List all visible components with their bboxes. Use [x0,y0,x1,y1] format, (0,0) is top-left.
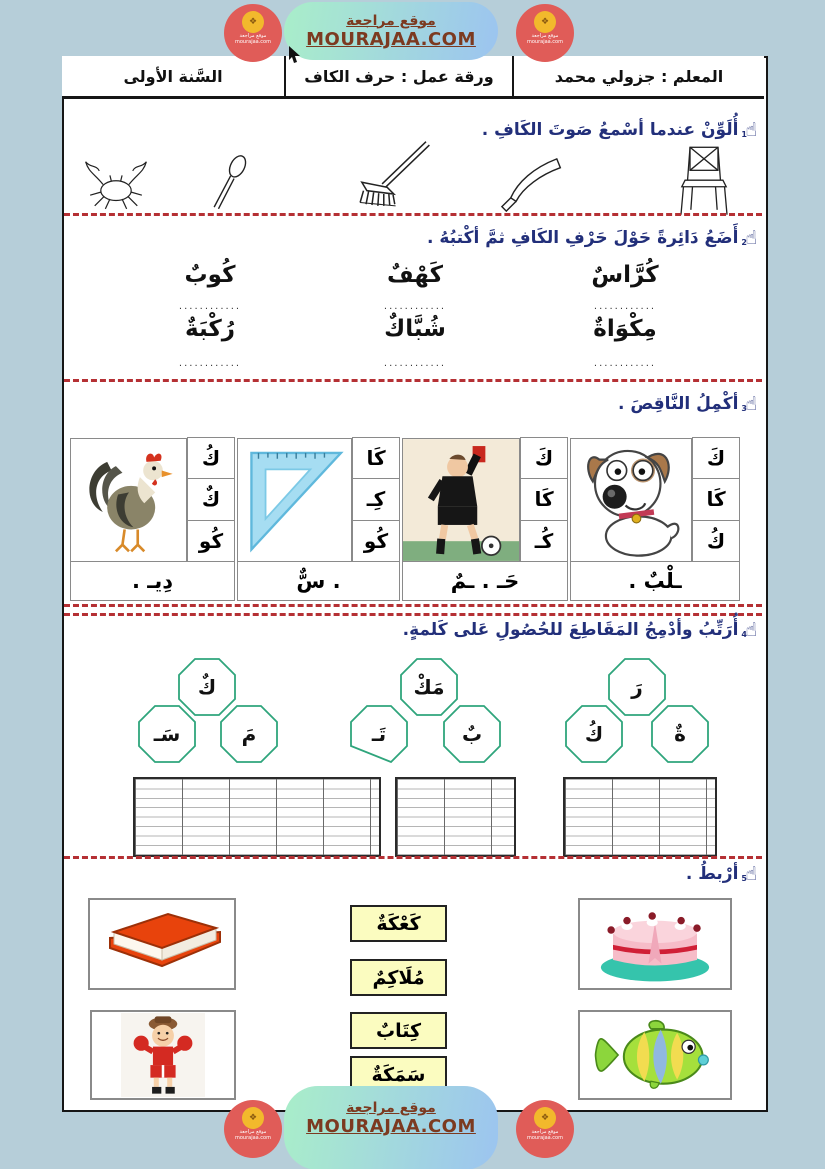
word-card-boxer[interactable]: مُلَاكِمٌ [350,959,447,996]
badge-caption: موقع مراجعة [531,1129,559,1135]
site-url-link[interactable]: MOURAJAA.COM [306,1116,476,1137]
syllable-tile[interactable]: سَـ [138,705,196,763]
writing-grid[interactable] [563,777,717,857]
section5-instruction-row [686,864,757,884]
syllable-choice[interactable]: كَ [520,437,568,479]
syllable-tile[interactable]: كٌ [178,658,236,716]
badge-url: mourajaa.com [526,1135,563,1141]
complete-box-rooster [70,438,235,600]
referee-picture [402,438,520,562]
cake-picture[interactable] [578,898,732,990]
pointing-hand-icon: ☝ 2 [741,226,757,249]
syllable-tile[interactable]: تَـ [350,705,408,763]
syllable-choice[interactable]: كُ [692,520,740,562]
word-card-cake[interactable]: كَعْكَةٌ [350,905,447,942]
dashed-separator [64,856,762,859]
site-url-link[interactable]: MOURAJAA.COM [306,28,476,50]
section1-instruction-row [482,120,757,140]
header-table [62,56,764,99]
fish-picture[interactable] [578,1010,732,1100]
book-icon: ❖ [242,1107,264,1129]
crab-picture[interactable] [78,152,154,218]
section4-instruction: أُرَتِّبُ وأدْمِجُ المَقَاطِعَ للحُصُولِ عَلى كَلمةٍ. [402,620,739,640]
word-shubbak[interactable]: شُبَّاكٌ [384,316,446,342]
chair-picture[interactable] [674,144,734,222]
write-line[interactable]: ............ [383,301,447,312]
pointing-hand-icon: ☝ 4 [741,618,757,641]
syllable-choice[interactable]: كَ [692,437,740,479]
site-logo-badge [516,4,574,62]
syllable-choice[interactable]: كُ [187,437,235,479]
badge-url: mourajaa.com [234,39,271,45]
syllable-tile[interactable]: كُ [565,705,623,763]
write-line[interactable]: ............ [178,301,242,312]
partial-word[interactable]: . سٌّ [237,561,400,601]
worksheet-title: ورقة عمل : حرف الكاف [284,56,512,96]
knife-picture[interactable] [496,150,568,216]
teacher-name: المعلم : جزولي محمد [512,56,764,96]
rooster-picture [70,438,187,562]
dog-picture [570,438,692,562]
book-icon: ❖ [534,11,556,33]
site-logo-badge [224,1100,282,1158]
writing-grid[interactable] [395,777,516,857]
write-line[interactable]: ............ [593,358,657,369]
writing-grid[interactable] [133,777,381,857]
site-name: موقع مراجعة [346,12,436,29]
write-line[interactable]: ............ [593,301,657,312]
section1-instruction: أُلَوِّنْ عندما أسْمعُ صَوتَ الكَافِ . [481,120,739,140]
syllable-choice[interactable]: كَا [352,437,400,479]
section3-instruction: أكْمِلُ النَّاقِصَ . [617,394,739,414]
pointing-hand-icon: ☝ 3 [741,392,757,415]
syllable-tile[interactable]: ةٌ [651,705,709,763]
syllable-tile[interactable]: مَكْ [400,658,458,716]
complete-box-referee [402,438,568,600]
write-line[interactable]: ............ [383,358,447,369]
top-banner [284,2,498,60]
pointing-hand-icon: ☝ 1 [741,118,757,141]
dashed-separator [64,213,762,216]
badge-caption: موقع مراجعة [239,1129,267,1135]
write-line[interactable]: ............ [178,358,242,369]
syllable-choice[interactable]: كُو [187,520,235,562]
boxer-picture[interactable] [90,1010,236,1100]
word-card-fish[interactable]: سَمَكَةٌ [350,1056,447,1093]
word-kurras[interactable]: كُرَّاسٌ [591,262,659,288]
syllable-choice[interactable]: كُو [352,520,400,562]
pointing-hand-icon: ☝ 5 [741,862,757,885]
partial-word[interactable]: حَـ . ـمٌ [402,561,568,601]
section3-instruction-row [618,394,757,414]
section2-instruction-row [427,228,757,248]
complete-box-setsquare [237,438,400,600]
mouse-cursor-icon [288,46,302,64]
word-mikwah[interactable]: مِكْوَاةٌ [593,316,657,342]
word-rukbah[interactable]: رُكْبَةٌ [185,316,235,342]
section2-instruction: أَضَعُ دَائِرةً حَوْلَ حَرْفِ الكَافِ ثمَّ أكْتبُهُ . [427,228,739,248]
site-logo-badge [224,4,282,62]
syllable-choice[interactable]: كِـ [352,478,400,520]
dashed-separator [64,604,762,607]
grade-label: السَّنة الأولى [123,66,223,86]
syllable-choice[interactable]: كَا [692,478,740,520]
spoon-picture[interactable] [202,150,254,218]
broom-picture[interactable] [340,140,436,220]
badge-url: mourajaa.com [526,39,563,45]
partial-word[interactable]: دِيـ . [70,561,235,601]
syllable-choice[interactable]: كٌ [187,478,235,520]
word-kub[interactable]: كُوبٌ [184,262,236,288]
site-logo-badge [516,1100,574,1158]
book-picture[interactable] [88,898,236,990]
word-card-book[interactable]: كِتَابٌ [350,1012,447,1049]
badge-caption: موقع مراجعة [531,33,559,39]
set-square-picture [237,438,352,562]
badge-url: mourajaa.com [234,1135,271,1141]
site-name: موقع مراجعة [346,1100,436,1116]
syllable-choice[interactable]: كَا [520,478,568,520]
complete-box-dog [570,438,740,600]
book-icon: ❖ [242,11,264,33]
dashed-separator [64,613,762,616]
bottom-banner [284,1086,498,1169]
badge-caption: موقع مراجعة [239,33,267,39]
syllable-choice[interactable]: كُـ [520,520,568,562]
dashed-separator [64,379,762,382]
book-icon: ❖ [534,1107,556,1129]
section5-instruction: أرْبطُ . [685,864,739,884]
syllable-tile[interactable]: رَ [608,658,666,716]
syllable-tile[interactable]: بٌ [443,705,501,763]
section4-instruction-row [403,620,757,640]
syllable-tile[interactable]: مَ [220,705,278,763]
word-kahf[interactable]: كَهْفٌ [387,262,443,288]
partial-word[interactable]: ـلْبٌ . [570,561,740,601]
